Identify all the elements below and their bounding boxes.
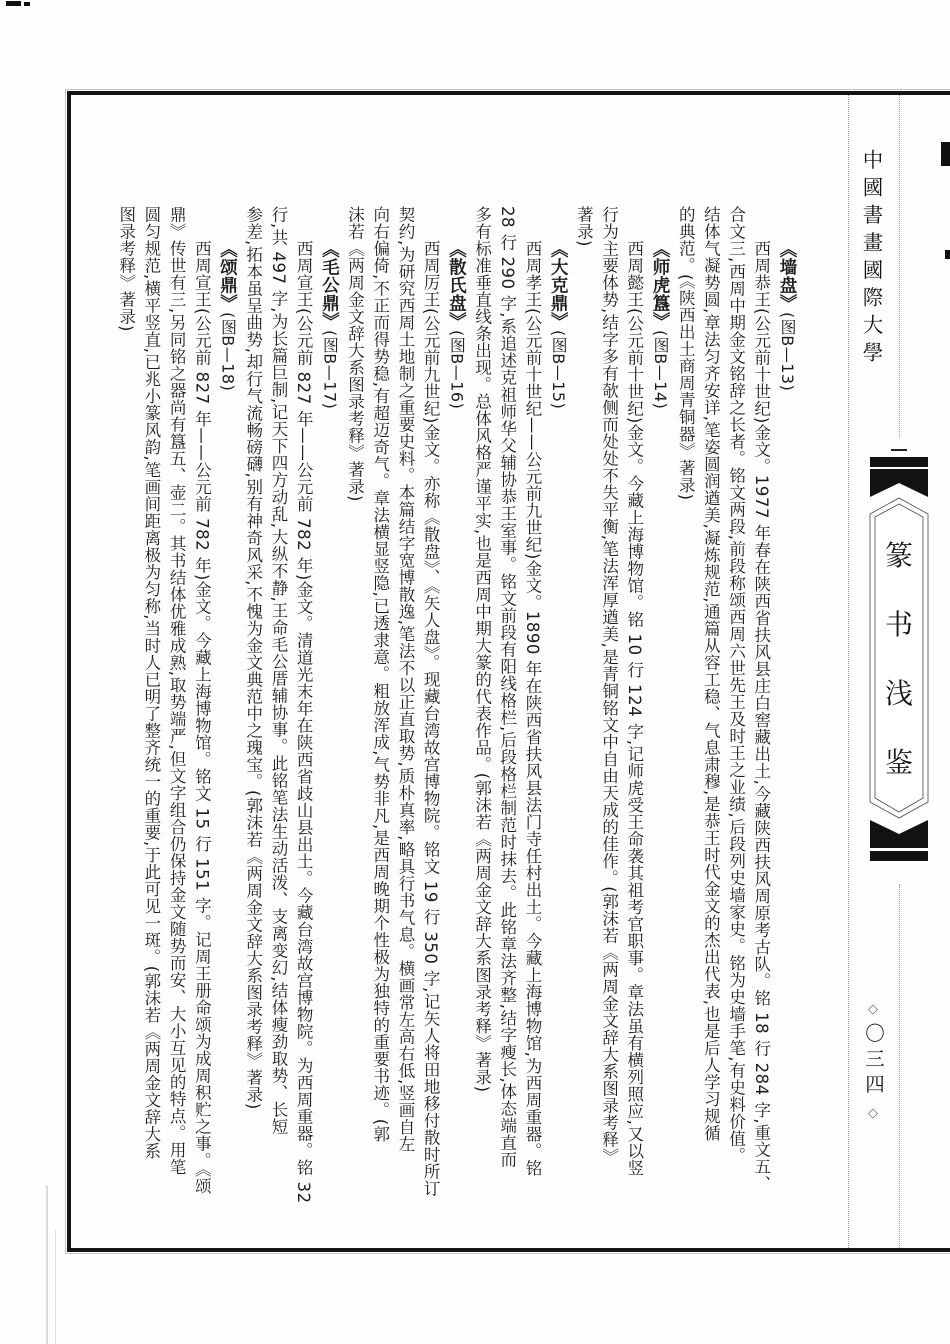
text-column: 多有标准垂直线条出现。总体风格严谨平实,也是西周中期大篆的代表作品。(郭沫若《两周金文辞大系图录考释》著录)	[472, 206, 492, 1093]
book-title-banner	[869, 540, 929, 779]
entry-title: 《师虎簋》	[649, 240, 670, 330]
figure-reference: (图B—16)	[447, 330, 467, 410]
figure-reference: (图B—18)	[218, 312, 238, 392]
book-title-char: 鉴	[884, 746, 913, 779]
text-column: 著录)	[574, 206, 594, 247]
entry-title: 《散氏盘》	[446, 240, 467, 330]
banner-top-pennant-icon	[870, 469, 928, 497]
scan-smudge	[55, 1230, 56, 1344]
entry-heading-column	[443, 206, 469, 1158]
text-column: 的典范。(《陕西出土商周青铜器》著录)	[676, 206, 696, 501]
text-column: 鼎》传世有三,另同铭之器尚有簋五、壶二。其书结体优雅成熟,取势端严,但文字组合仍保持金文随势而安、大小互见的特点。用笔	[167, 206, 187, 1176]
book-title-char: 书	[884, 608, 913, 641]
figure-reference: (图B—15)	[549, 330, 569, 410]
entry-heading-column	[214, 206, 240, 1158]
entry-title: 《大克鼎》	[548, 240, 569, 330]
text-column: 向右偏倚,不正而得势稳,有超迈奇气。章法横显竖隐,已透隶意。粗放浑成,气势非凡,是西周晚期个性极为独特的重要书迹。(郭	[370, 206, 390, 1143]
text-column: 合文三,西周中期金文铭辞之长者。铭文两段,前段称颂西周六世先王及时王之业绩,后段列史墙家史。铭为史墙手笔,有史料价值。	[726, 206, 746, 1164]
text-column: 行为主要体势,结字多有欹侧而处处不失平衡,笔法浑厚遒美,是青铜铭文中自由天成的佳作。(郭沫若《两周金文辞大系图录考释》	[599, 206, 619, 1166]
banner-bottom-bar	[870, 851, 928, 861]
text-column: 西周懿王(公元前十世纪)金文。今藏上海博物馆。铭 10 行 124 字,记师虎受王命袭其祖考官职事。章法虽有横列照应,又以竖	[624, 240, 644, 1177]
scan-artifact	[24, 2, 30, 6]
scan-artifact	[6, 1, 21, 6]
banner-top-bar	[870, 457, 928, 467]
diamond-decor-icon: ◇	[868, 1105, 878, 1121]
book-title-char: 篆	[884, 539, 913, 572]
text-column: 图录考释》著录)	[116, 206, 136, 332]
banner-bottom-pennant-icon	[870, 820, 928, 848]
text-column: 西周恭王(公元前十世纪)金文。1977 年春在陕西省扶风县庄白窖藏出土,今藏陕西扶风周原考古队。铭 18 行 284 字,重文五、	[751, 240, 771, 1193]
page-number	[858, 1003, 888, 1120]
diamond-decor-icon: ◇	[868, 1002, 878, 1017]
entry-title: 《毛公鼎》	[319, 240, 340, 330]
text-column: 契约,为研究西周土地制之重要史料。本篇结字宽博散逸,笔法不以正直取势,质朴真率,略具行书气息。横画常左高右低,竖画自左	[395, 206, 415, 1153]
text-column: 西周厉王(公元前九世纪)金文。亦称《散盘》、《矢人盘》。现藏台湾故宫博物院。铭文 19 行 350 字,记矢人将田地移付散时所订	[421, 240, 441, 1197]
margin-separator-rule	[848, 95, 849, 1248]
text-column: 圆匀规范,横平竖直,已兆小篆风韵,笔画间距离极为匀称,当时人已明了整齐统一的重要,于此可见一斑。(郭沫若《两周金文辞大系	[141, 206, 161, 1160]
text-column: 28 行 290 字,系追述克祖师华父辅协恭王室事。铭文前段有阳线格栏,后段格栏制范时抹去。此铭章法齐整,结字瘦长,体态端直而	[497, 206, 517, 1169]
text-column: 西周宣王(公元前 827 年——公元前 782 年)金文。今藏上海博物馆。铭文 15 行 151 字。记周王册命颂为成周积贮之事。《颂	[192, 240, 212, 1195]
page-number-digits: 〇三四	[862, 1023, 885, 1100]
scan-artifact	[941, 142, 950, 166]
entry-heading-column	[545, 206, 571, 1158]
text-column: 沫若《两周金文辞大系图录考释》著录)	[345, 206, 365, 502]
journal-title: 中國書畫國際大學	[859, 149, 883, 369]
scan-smudge	[46, 1185, 48, 1344]
entry-heading-column	[647, 206, 673, 1158]
fold-rule-upper	[899, 95, 900, 438]
figure-reference: (图B—14)	[650, 330, 670, 410]
entry-heading-column	[774, 206, 800, 1158]
scan-artifact	[945, 250, 950, 259]
book-title-char: 浅	[884, 677, 913, 710]
text-column: 参差,拓本虽呈曲势,却行气流畅磅礴,别有神奇风采,不愧为金文典范中之瑰宝。(郭沫若《两周金文辞大系图录考释》著录)	[243, 206, 263, 1110]
text-column: 西周宣王(公元前 827 年——公元前 782 年)金文。清道光末年在陕西省歧山县出土。今藏台湾故宫博物院。为西周重器。铭 32	[294, 240, 314, 1204]
fold-rule-tick	[891, 449, 907, 451]
figure-reference: (图B—17)	[320, 330, 340, 410]
text-column: 西周孝王(公元前十世纪——公元前九世纪)金文。1890 年在陕西省扶风县法门寺任村出土。今藏上海博物馆,为西周重器。铭	[522, 240, 542, 1177]
figure-reference: (图B—13)	[778, 312, 797, 392]
main-text-area	[112, 206, 800, 1204]
fold-rule-lower	[899, 884, 900, 1248]
text-column: 结体气凝势圆,章法匀齐安详,笔姿圆润遒美,凝炼规范,通篇从容工稳、气息肃穆,是恭王时代金文的杰出代表,也是后人学习规循	[701, 206, 721, 1142]
entry-heading-column	[316, 206, 342, 1158]
entry-title: 《墙盘》	[777, 240, 797, 312]
text-column: 行,共 497 字,为长篇巨制,记天下四方动乱,大纵不静,王命毛公厝辅协事。此铭笔法生动活泼、支离变幻,结体瘦劲取势、长短	[268, 206, 288, 1135]
entry-title: 《颂鼎》	[217, 240, 238, 312]
